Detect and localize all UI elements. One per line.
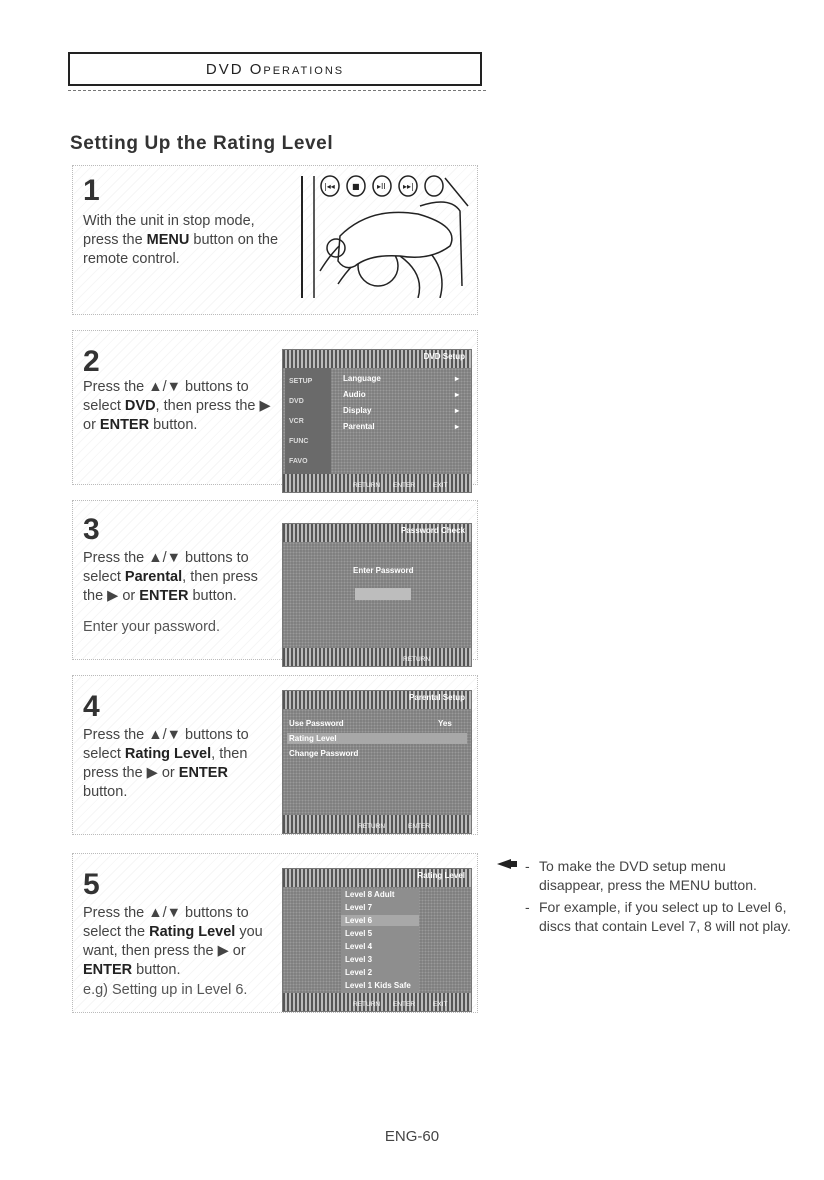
footer-label: ENTER (393, 1001, 416, 1008)
step-line: With the unit in stop mode, (83, 213, 255, 229)
arrow-right-icon: ▸ (455, 390, 460, 399)
step-number: 1 (83, 174, 100, 207)
sidebar-item: SETUP (289, 378, 313, 385)
section-title: Setting Up the Rating Level (70, 133, 334, 154)
parental-setup-screen (282, 690, 472, 834)
osd-title-bar (283, 691, 471, 709)
svg-text:|◂◂: |◂◂ (324, 182, 335, 191)
step-number: 3 (83, 513, 100, 546)
step-line: the ▶ or ENTER button. (83, 588, 237, 604)
level-item: Level 2 (345, 968, 373, 977)
level-item: Level 6 (345, 916, 373, 925)
arrow-right-icon: ▸ (455, 374, 460, 383)
menu-item: Use Password (289, 719, 344, 728)
menu-item: Rating Level (289, 734, 337, 743)
arrow-right-icon: ▸ (455, 422, 460, 431)
footer-label: EXIT (433, 482, 448, 489)
step-instructions (83, 212, 283, 269)
note-item: - To make the DVD setup menu disappear, press the MENU button. (525, 858, 757, 893)
page-number: ENG-60 (384, 1128, 440, 1145)
step-line: select DVD, then press the ▶ (83, 398, 271, 414)
menu-item: Audio (343, 390, 366, 399)
note-text: To make the DVD setup menu disappear, press the MENU button. (539, 858, 757, 893)
step-instructions (83, 378, 283, 435)
sidebar-item: VCR (289, 418, 304, 425)
osd-footer (283, 648, 471, 666)
dvd-setup-screen (282, 349, 472, 493)
footer-label: RETURN (403, 656, 431, 663)
header-rule (68, 86, 486, 91)
menu-item: Language (343, 374, 381, 383)
menu-item: Display (343, 406, 372, 415)
footer-label: ENTER (408, 823, 431, 830)
step-line: Press the ▲/▼ buttons to (83, 379, 249, 395)
osd-title-bar (283, 869, 471, 887)
level-item: Level 3 (345, 955, 373, 964)
password-check-screen (282, 523, 472, 667)
level-item: Level 1 Kids Safe (345, 981, 411, 990)
step-note: Enter your password. (83, 619, 221, 635)
step-5 (72, 853, 478, 1013)
footer-label: RETURN (358, 823, 386, 830)
level-item: Level 8 Adult (345, 890, 395, 899)
osd-footer (283, 993, 471, 1011)
footer-label: EXIT (433, 1001, 448, 1008)
step-line: Press the ▲/▼ buttons to (83, 905, 249, 921)
step-line: select the Rating Level you (83, 924, 263, 940)
password-field[interactable] (355, 588, 411, 600)
osd-title: DVD Setup (423, 352, 465, 361)
header-title: DVD Operations (205, 60, 345, 78)
sidebar-item: DVD (289, 398, 304, 405)
sidebar-item: FUNC (289, 438, 309, 445)
step-3 (72, 500, 478, 663)
step-line: press the ▶ or ENTER (83, 765, 228, 781)
step-instructions (83, 904, 283, 980)
step-number: 4 (83, 690, 100, 723)
remote-illustration (300, 166, 470, 298)
osd-footer (283, 474, 471, 492)
step-line: select Parental, then press (83, 569, 258, 585)
step-2 (72, 330, 478, 489)
footer-label: RETURN (353, 482, 381, 489)
osd-title: Rating Level (417, 871, 465, 880)
osd-title-bar (283, 524, 471, 542)
step-instructions (83, 726, 283, 802)
step-number: 2 (83, 345, 100, 378)
page-header (68, 52, 482, 86)
osd-title: Parental Setup (408, 693, 465, 702)
step-line: Press the ▲/▼ buttons to (83, 550, 249, 566)
arrow-right-icon: ▸ (455, 406, 460, 415)
osd-title-bar (283, 350, 471, 368)
osd-sidebar (285, 368, 331, 474)
step-line: want, then press the ▶ or (83, 943, 246, 959)
menu-item: Parental (343, 422, 375, 431)
osd-footer (283, 815, 471, 833)
note-text: For example, if you select up to Level 6, discs that contain Level 7, 8 will not play. (539, 899, 791, 934)
password-prompt: Enter Password (353, 566, 414, 575)
step-number: 5 (83, 868, 100, 901)
step-line: select Rating Level, then (83, 746, 248, 762)
sidebar-item: FAVO (289, 458, 308, 465)
step-line: press the MENU button on the (83, 232, 279, 248)
osd-title: Password Check (400, 526, 465, 535)
menu-item-value: Yes (438, 719, 452, 728)
step-instructions (83, 549, 283, 606)
svg-text:■: ■ (352, 182, 360, 191)
level-item: Level 4 (345, 942, 373, 951)
step-4 (72, 675, 478, 835)
level-item: Level 5 (345, 929, 373, 938)
menu-item: Change Password (289, 749, 359, 758)
note-item: - For example, if you select up to Level 6, discs that contain Level 7, 8 will not play. (525, 899, 791, 934)
rating-level-screen (282, 868, 472, 1012)
step-line: remote control. (83, 251, 180, 267)
svg-text:▸▸|: ▸▸| (403, 182, 414, 191)
svg-text:▸II: ▸II (377, 182, 386, 191)
step-line: ENTER button. (83, 962, 181, 978)
side-notes (493, 857, 793, 939)
step-line: button. (83, 784, 128, 800)
step-note: e.g) Setting up in Level 6. (83, 982, 248, 998)
step-line: or ENTER button. (83, 417, 198, 433)
step-line: Press the ▲/▼ buttons to (83, 727, 249, 743)
footer-label: ENTER (393, 482, 416, 489)
level-item: Level 7 (345, 903, 373, 912)
footer-label: RETURN (353, 1001, 381, 1008)
step-1 (72, 165, 478, 315)
